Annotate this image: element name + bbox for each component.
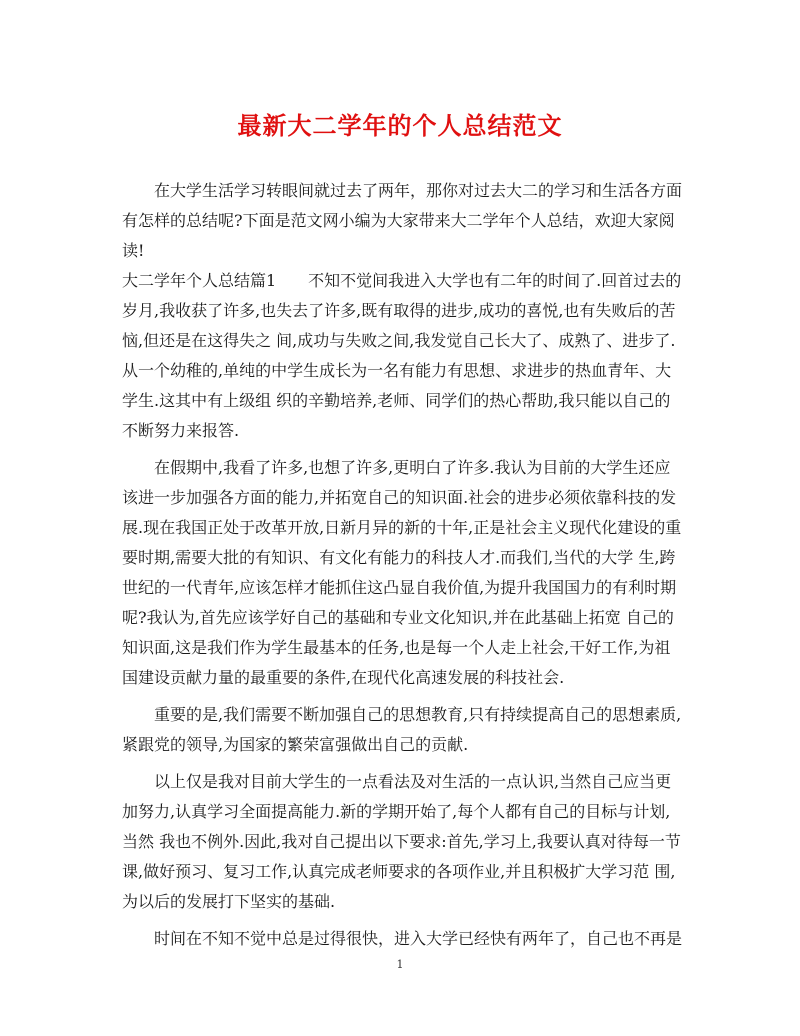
body-paragraph-4: 以上仅是我对目前大学生的一点看法及对生活的一点认识,当然自己应当更加努力,认真学习全面提高能力.新的学期开始了,每个人都有自己的目标与计划,当然 我也不例外.因此,我对自己提出以下要求:首先,学习上,我要认真对待每一节课,做好预习、复习工作,认真完成老师要求的各项作业,并且积极扩大学习范 围,为以后的发展打下坚实的基础. — [122, 772, 681, 911]
body-paragraph-2: 在假期中,我看了许多,也想了许多,更明白了许多.我认为目前的大学生还应该进一步加强各方面的能力,并拓宽自己的知识面.社会的进步必须依靠科技的发展.现在我国正处于改革开放,日新月异的新的十年,正是社会主义现代化建设的重要时期,需要大批的有知识、有文化有能力的科技人才.而我们,当代的大学 生,跨世纪的一代青年,应该怎样才能抓住这凸显自我价值,为提升我国国力的有利时期呢?我认为,首先应该学好自己的基础和专业文化知识,并在此基础上拓宽 自己的知识面,这是我们作为学生最基本的任务,也是每一个人走上社会,干好工作,为祖国建设贡献力量的最重要的条件,在现代化高速发展的科技社会. — [122, 458, 682, 687]
body-paragraph-3: 重要的是,我们需要不断加强自己的思想教育,只有持续提高自己的思想素质,紧跟党的领导,为国家的繁荣富强做出自己的贡献. — [122, 705, 682, 754]
document-body — [122, 176, 682, 954]
document-title: 最新大二学年的个人总结范文 — [237, 112, 563, 140]
section-paragraph-1: 大二学年个人总结篇1 不知不觉间我进入大学也有二年的时间了.回首过去的岁月,我收获了许多,也失去了许多,既有取得的进步,成功的喜悦,也有失败后的苦恼,但还是在这得失之 间,成功与失败之间,我发觉自己长大了、成熟了、进步了.从一个幼稚的,单纯的中学生成长为一名有能力有思想、求进步的热血青年、大学生.这其中有上级组 织的辛勤培养,老师、同学们的热心帮助,我只能以自己的不断努力来报答. — [122, 271, 682, 440]
body-paragraph-5: 时间在不知不觉中总是过得很快，进入大学已经快有两年了，自己也不再是 — [154, 929, 683, 948]
page-number: 1 — [396, 958, 404, 971]
intro-paragraph: 在大学生活学习转眼间就过去了两年，那你对过去大二的学习和生活各方面有怎样的总结呢?下面是范文网小编为大家带来大二学年个人总结，欢迎大家阅读! — [122, 181, 683, 260]
